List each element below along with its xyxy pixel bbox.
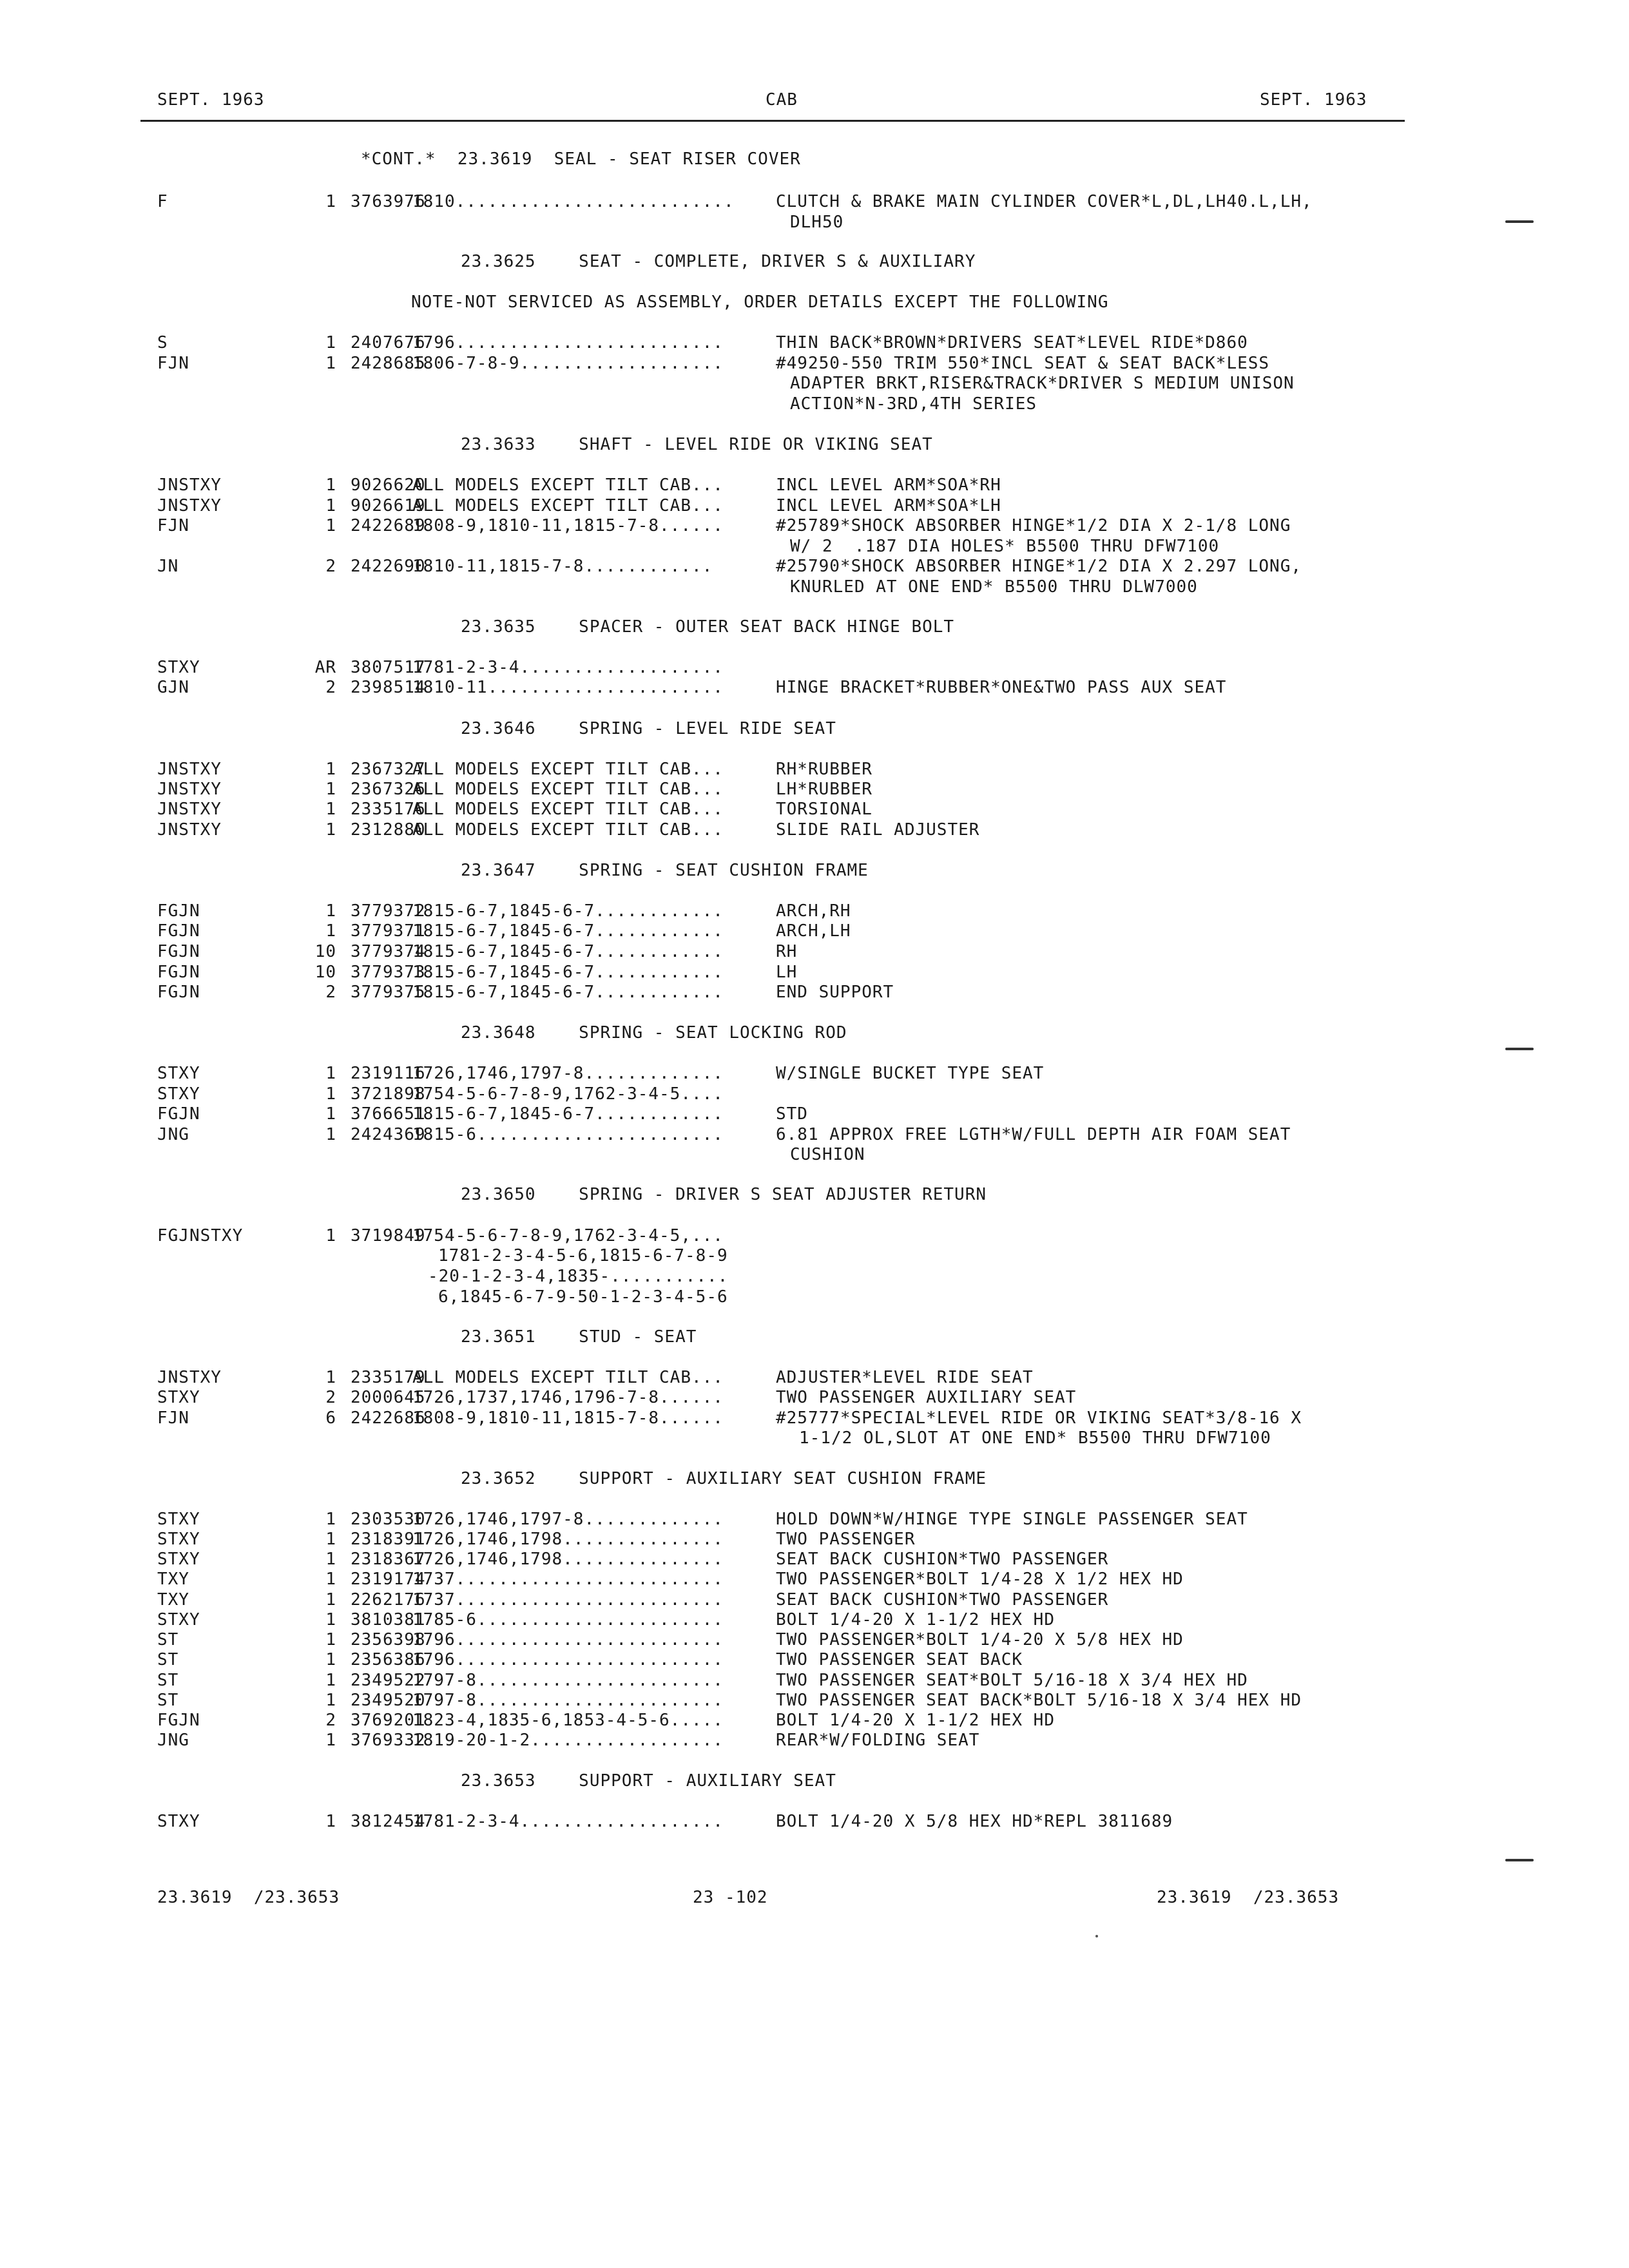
model-code: JN: [157, 557, 179, 576]
speck: [1095, 1935, 1098, 1937]
part-number: 3769332: [351, 1731, 426, 1750]
part-number: 2422689: [351, 516, 426, 535]
quantity: 10: [314, 942, 336, 961]
part-description: TWO PASSENGER SEAT BACK: [776, 1650, 1023, 1669]
quantity: AR: [314, 658, 336, 677]
model-code: FJN: [157, 516, 189, 535]
quantity: 1: [325, 1671, 336, 1690]
model-code: ST: [157, 1691, 179, 1710]
part-number: 3763976: [351, 192, 426, 211]
part-number: 2398514: [351, 678, 426, 697]
section-title: 23.3652 SUPPORT - AUXILIARY SEAT CUSHION FRAME: [461, 1469, 987, 1488]
model-code: FGJN: [157, 942, 200, 961]
part-number: 2422690: [351, 557, 426, 576]
section-title: 23.3635 SPACER - OUTER SEAT BACK HINGE BOLT: [461, 617, 955, 637]
model-code: JNSTXY: [157, 1368, 222, 1387]
part-description: INCL LEVEL ARM*SOA*LH: [776, 496, 1001, 515]
model-code: JNSTXY: [157, 780, 222, 799]
part-description: LH*RUBBER: [776, 780, 872, 799]
application-models: 1806-7-8-9...................: [412, 354, 724, 373]
part-number: 2318391: [351, 1530, 426, 1549]
model-code: STXY: [157, 1388, 200, 1407]
section-title: 23.3633 SHAFT - LEVEL RIDE OR VIKING SEAT: [461, 435, 933, 454]
part-description: ARCH,LH: [776, 921, 851, 941]
part-number: 2367326: [351, 780, 426, 799]
application-models: 1796.........................: [412, 1650, 724, 1669]
model-code: STXY: [157, 1610, 200, 1629]
quantity: 1: [325, 1570, 336, 1589]
quantity: 1: [325, 780, 336, 799]
model-code: ST: [157, 1671, 179, 1690]
part-number: 3807517: [351, 658, 426, 677]
model-code: FGJN: [157, 983, 200, 1002]
quantity: 1: [325, 1226, 336, 1245]
application-models: 1815-6-7,1845-6-7............: [412, 921, 724, 941]
margin-mark: [1505, 220, 1534, 223]
model-code: STXY: [157, 1084, 200, 1104]
section-title: 23.3646 SPRING - LEVEL RIDE SEAT: [461, 719, 836, 738]
part-description: 6.81 APPROX FREE LGTH*W/FULL DEPTH AIR FOAM SEAT: [776, 1125, 1291, 1144]
model-code: JNSTXY: [157, 760, 222, 779]
section-title: *CONT.* 23.3619 SEAL - SEAT RISER COVER: [361, 149, 801, 169]
part-description: #25789*SHOCK ABSORBER HINGE*1/2 DIA X 2-1/8 LONG: [776, 516, 1291, 535]
quantity: 1: [325, 1630, 336, 1649]
part-number: 2335176: [351, 800, 426, 819]
part-number: 2312880: [351, 820, 426, 840]
header-rule: [140, 120, 1405, 122]
section-title: 23.3651 STUD - SEAT: [461, 1327, 697, 1347]
quantity: 1: [325, 901, 336, 921]
part-description: SLIDE RAIL ADJUSTER: [776, 820, 980, 840]
section-title: NOTE-NOT SERVICED AS ASSEMBLY, ORDER DETAILS EXCEPT THE FOLLOWING: [411, 293, 1109, 312]
part-description: TORSIONAL: [776, 800, 872, 819]
application-models: 1796.........................: [412, 333, 724, 352]
quantity: 1: [325, 1812, 336, 1831]
part-description: SEAT BACK CUSHION*TWO PASSENGER: [776, 1590, 1109, 1610]
application-models: 1726,1746,1797-8.............: [412, 1510, 724, 1529]
model-code: ST: [157, 1630, 179, 1649]
quantity: 1: [325, 1104, 336, 1124]
model-code: FGJN: [157, 921, 200, 941]
quantity: 1: [325, 1731, 336, 1750]
application-models: 1796.........................: [412, 1630, 724, 1649]
description-continuation: ADAPTER BRKT,RISER&TRACK*DRIVER S MEDIUM UNISON: [790, 374, 1295, 393]
part-description: TWO PASSENGER SEAT BACK*BOLT 5/16-18 X 3/4 HEX HD: [776, 1691, 1302, 1710]
quantity: 2: [325, 1711, 336, 1730]
model-code: JNSTXY: [157, 820, 222, 840]
application-models: 1797-8.......................: [412, 1671, 724, 1690]
application-models: 1810-11......................: [412, 678, 724, 697]
header-date-left: SEPT. 1963: [157, 90, 265, 110]
application-models: 1823-4,1835-6,1853-4-5-6.....: [412, 1711, 724, 1730]
part-number: 3779375: [351, 983, 426, 1002]
part-description: SEAT BACK CUSHION*TWO PASSENGER: [776, 1550, 1109, 1569]
part-number: 2407676: [351, 333, 426, 352]
part-description: ADJUSTER*LEVEL RIDE SEAT: [776, 1368, 1034, 1387]
quantity: 1: [325, 354, 336, 373]
quantity: 1: [325, 516, 336, 535]
part-number: 2335179: [351, 1368, 426, 1387]
quantity: 1: [325, 1691, 336, 1710]
part-description: REAR*W/FOLDING SEAT: [776, 1731, 980, 1750]
part-description: BOLT 1/4-20 X 5/8 HEX HD*REPL 3811689: [776, 1812, 1173, 1831]
application-models: 1815-6-7,1845-6-7............: [412, 1104, 724, 1124]
description-continuation: CUSHION: [790, 1145, 865, 1164]
part-description: BOLT 1/4-20 X 1-1/2 HEX HD: [776, 1711, 1055, 1730]
quantity: 10: [314, 963, 336, 982]
part-description: RH*RUBBER: [776, 760, 872, 779]
part-number: 3779374: [351, 942, 426, 961]
part-number: 2318367: [351, 1550, 426, 1569]
application-models: 1781-2-3-4...................: [412, 658, 724, 677]
footer-range-right: 23.3619 /23.3653: [1157, 1888, 1340, 1907]
model-code: TXY: [157, 1570, 189, 1589]
model-code: FGJNSTXY: [157, 1226, 244, 1245]
quantity: 1: [325, 1084, 336, 1104]
model-code: TXY: [157, 1590, 189, 1610]
quantity: 1: [325, 800, 336, 819]
quantity: 1: [325, 192, 336, 211]
quantity: 1: [325, 1125, 336, 1144]
section-title: 23.3653 SUPPORT - AUXILIARY SEAT: [461, 1771, 836, 1791]
part-number: 3779373: [351, 963, 426, 982]
model-code: GJN: [157, 678, 189, 697]
model-code: STXY: [157, 1550, 200, 1569]
header-section-title: CAB: [766, 90, 798, 110]
model-code: STXY: [157, 1064, 200, 1083]
description-continuation: DLH50: [790, 213, 844, 232]
part-number: 3766651: [351, 1104, 426, 1124]
section-title: 23.3625 SEAT - COMPLETE, DRIVER S & AUXILIARY: [461, 252, 976, 271]
part-description: END SUPPORT: [776, 983, 894, 1002]
quantity: 2: [325, 1388, 336, 1407]
part-number: 2319174: [351, 1570, 426, 1589]
application-models: 1737.........................: [412, 1590, 724, 1610]
part-description: STD: [776, 1104, 808, 1124]
part-number: 3721898: [351, 1084, 426, 1104]
application-models: 1726,1737,1746,1796-7-8......: [412, 1388, 724, 1407]
application-models: ALL MODELS EXCEPT TILT CAB...: [412, 820, 724, 840]
part-number: 2000645: [351, 1388, 426, 1407]
part-number: 3812454: [351, 1812, 426, 1831]
section-title: 23.3647 SPRING - SEAT CUSHION FRAME: [461, 861, 869, 880]
model-code: FGJN: [157, 901, 200, 921]
part-number: 2356386: [351, 1650, 426, 1669]
model-code: FGJN: [157, 963, 200, 982]
part-number: 3779371: [351, 921, 426, 941]
footer-range-left: 23.3619 /23.3653: [157, 1888, 340, 1907]
application-models: 1726,1746,1798...............: [412, 1530, 724, 1549]
application-models: 1737.........................: [412, 1570, 724, 1589]
part-number: 3719849: [351, 1226, 426, 1245]
part-number: 2303530: [351, 1510, 426, 1529]
quantity: 1: [325, 820, 336, 840]
quantity: 6: [325, 1408, 336, 1428]
margin-mark: [1505, 1048, 1534, 1050]
quantity: 2: [325, 557, 336, 576]
quantity: 1: [325, 1650, 336, 1669]
part-description: W/SINGLE BUCKET TYPE SEAT: [776, 1064, 1045, 1083]
model-code: JNSTXY: [157, 476, 222, 495]
application-models: 1815-6.......................: [412, 1125, 724, 1144]
model-code: FGJN: [157, 1104, 200, 1124]
application-models: 1808-9,1810-11,1815-7-8......: [412, 516, 724, 535]
part-number: 2319116: [351, 1064, 426, 1083]
application-models: 1726,1746,1798...............: [412, 1550, 724, 1569]
application-models: ALL MODELS EXCEPT TILT CAB...: [412, 496, 724, 515]
part-description: LH: [776, 963, 798, 982]
part-description: TWO PASSENGER SEAT*BOLT 5/16-18 X 3/4 HEX HD: [776, 1671, 1248, 1690]
part-description: #49250-550 TRIM 550*INCL SEAT & SEAT BACK*LESS: [776, 354, 1270, 373]
application-models: 1754-5-6-7-8-9,1762-3-4-5....: [412, 1084, 724, 1104]
model-code: JNG: [157, 1731, 189, 1750]
part-description: TWO PASSENGER*BOLT 1/4-28 X 1/2 HEX HD: [776, 1570, 1184, 1589]
description-continuation: W/ 2 .187 DIA HOLES* B5500 THRU DFW7100: [790, 537, 1220, 556]
model-code: ST: [157, 1650, 179, 1669]
quantity: 1: [325, 760, 336, 779]
part-description: RH: [776, 942, 798, 961]
model-code: STXY: [157, 1530, 200, 1549]
application-models: ALL MODELS EXCEPT TILT CAB...: [412, 800, 724, 819]
part-number: 2424369: [351, 1125, 426, 1144]
application-models: ALL MODELS EXCEPT TILT CAB...: [412, 760, 724, 779]
part-description: TWO PASSENGER AUXILIARY SEAT: [776, 1388, 1077, 1407]
quantity: 1: [325, 1590, 336, 1610]
part-number: 2356398: [351, 1630, 426, 1649]
model-code: FJN: [157, 354, 189, 373]
quantity: 1: [325, 1530, 336, 1549]
description-continuation: 6,1845-6-7-9-50-1-2-3-4-5-6: [438, 1287, 728, 1307]
quantity: 1: [325, 921, 336, 941]
application-models: 1785-6.......................: [412, 1610, 724, 1629]
model-code: JNG: [157, 1125, 189, 1144]
application-models: 1797-8.......................: [412, 1691, 724, 1710]
quantity: 1: [325, 1610, 336, 1629]
part-description: INCL LEVEL ARM*SOA*RH: [776, 476, 1001, 495]
description-continuation: -20-1-2-3-4,1835-...........: [428, 1267, 729, 1286]
part-description: TWO PASSENGER*BOLT 1/4-20 X 5/8 HEX HD: [776, 1630, 1184, 1649]
model-code: STXY: [157, 658, 200, 677]
application-models: 1808-9,1810-11,1815-7-8......: [412, 1408, 724, 1428]
part-number: 2367327: [351, 760, 426, 779]
application-models: ALL MODELS EXCEPT TILT CAB...: [412, 780, 724, 799]
application-models: 1754-5-6-7-8-9,1762-3-4-5,...: [412, 1226, 724, 1245]
quantity: 1: [325, 1550, 336, 1569]
application-models: ALL MODELS EXCEPT TILT CAB...: [412, 1368, 724, 1387]
part-description: TWO PASSENGER: [776, 1530, 916, 1549]
part-number: 3810381: [351, 1610, 426, 1629]
quantity: 1: [325, 1368, 336, 1387]
application-models: 1815-6-7,1845-6-7............: [412, 901, 724, 921]
quantity: 1: [325, 476, 336, 495]
model-code: JNSTXY: [157, 496, 222, 515]
application-models: 1810..........................: [412, 192, 735, 211]
part-description: #25790*SHOCK ABSORBER HINGE*1/2 DIA X 2.297 LONG,: [776, 557, 1302, 576]
model-code: S: [157, 333, 168, 352]
part-number: 9026620: [351, 476, 426, 495]
application-models: 1815-6-7,1845-6-7............: [412, 942, 724, 961]
model-code: STXY: [157, 1510, 200, 1529]
application-models: 1815-6-7,1845-6-7............: [412, 983, 724, 1002]
description-continuation: 1-1/2 OL,SLOT AT ONE END* B5500 THRU DFW7100: [799, 1428, 1271, 1448]
part-description: ARCH,RH: [776, 901, 851, 921]
application-models: 1726,1746,1797-8.............: [412, 1064, 724, 1083]
description-continuation: 1781-2-3-4-5-6,1815-6-7-8-9: [438, 1246, 728, 1265]
description-continuation: ACTION*N-3RD,4TH SERIES: [790, 394, 1037, 414]
application-models: ALL MODELS EXCEPT TILT CAB...: [412, 476, 724, 495]
part-number: 3769201: [351, 1711, 426, 1730]
part-number: 2262176: [351, 1590, 426, 1610]
header-date-right: SEPT. 1963: [1260, 90, 1367, 110]
model-code: STXY: [157, 1812, 200, 1831]
margin-mark: [1505, 1859, 1534, 1861]
part-number: 2349520: [351, 1691, 426, 1710]
quantity: 1: [325, 333, 336, 352]
model-code: F: [157, 192, 168, 211]
footer-page-number: 23 -102: [693, 1888, 768, 1907]
quantity: 1: [325, 1510, 336, 1529]
quantity: 1: [325, 1064, 336, 1083]
part-description: HINGE BRACKET*RUBBER*ONE&TWO PASS AUX SEAT: [776, 678, 1227, 697]
part-description: CLUTCH & BRAKE MAIN CYLINDER COVER*L,DL,LH40.L,LH,: [776, 192, 1313, 211]
application-models: 1810-11,1815-7-8............: [412, 557, 713, 576]
quantity: 2: [325, 983, 336, 1002]
model-code: FGJN: [157, 1711, 200, 1730]
part-description: HOLD DOWN*W/HINGE TYPE SINGLE PASSENGER SEAT: [776, 1510, 1248, 1529]
part-number: 2428685: [351, 354, 426, 373]
application-models: 1815-6-7,1845-6-7............: [412, 963, 724, 982]
model-code: FJN: [157, 1408, 189, 1428]
part-number: 9026619: [351, 496, 426, 515]
part-number: 2422686: [351, 1408, 426, 1428]
model-code: JNSTXY: [157, 800, 222, 819]
part-number: 3779372: [351, 901, 426, 921]
description-continuation: KNURLED AT ONE END* B5500 THRU DLW7000: [790, 577, 1198, 597]
section-title: 23.3650 SPRING - DRIVER S SEAT ADJUSTER RETURN: [461, 1185, 987, 1204]
part-number: 2349522: [351, 1671, 426, 1690]
part-description: #25777*SPECIAL*LEVEL RIDE OR VIKING SEAT*3/8-16 X: [776, 1408, 1302, 1428]
quantity: 2: [325, 678, 336, 697]
quantity: 1: [325, 496, 336, 515]
section-title: 23.3648 SPRING - SEAT LOCKING ROD: [461, 1023, 847, 1043]
part-description: THIN BACK*BROWN*DRIVERS SEAT*LEVEL RIDE*D860: [776, 333, 1248, 352]
application-models: 1819-20-1-2..................: [412, 1731, 724, 1750]
part-description: BOLT 1/4-20 X 1-1/2 HEX HD: [776, 1610, 1055, 1629]
application-models: 1781-2-3-4...................: [412, 1812, 724, 1831]
